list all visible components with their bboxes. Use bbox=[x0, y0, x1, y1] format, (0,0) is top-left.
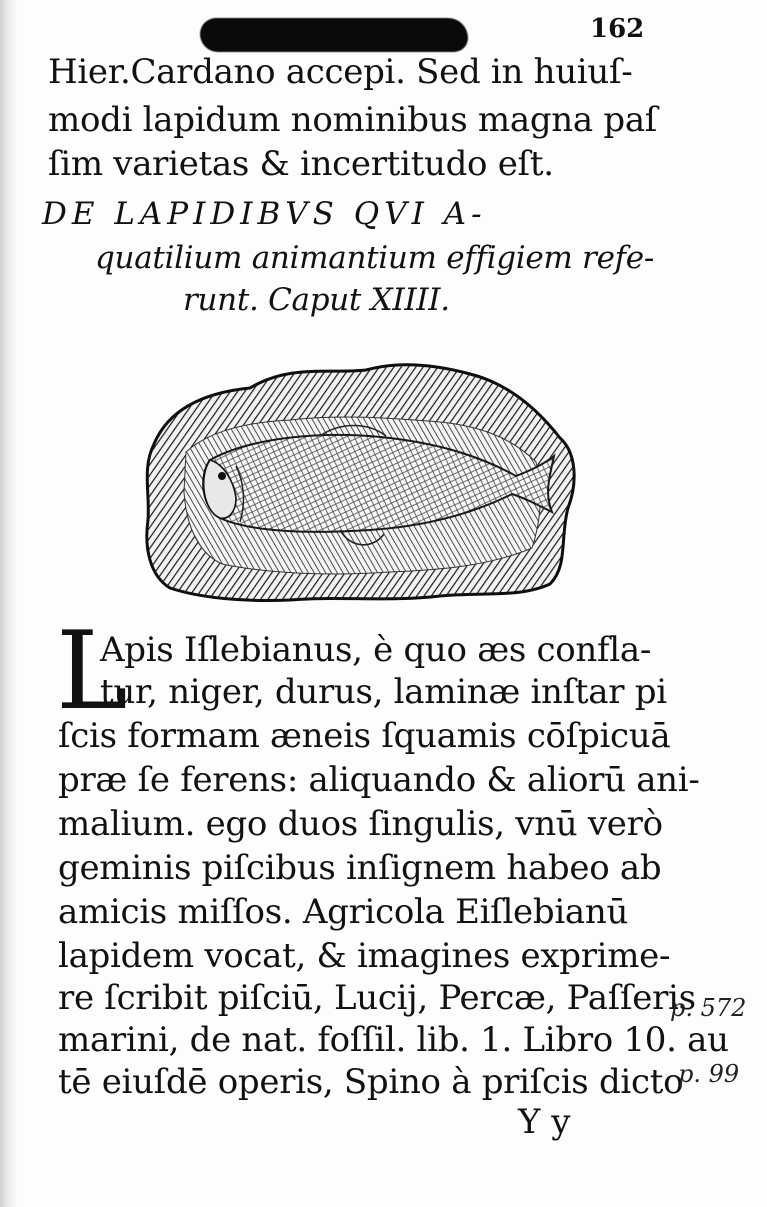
text-line: tē eiuſdē operis, Spino à priſcis dicto bbox=[58, 1062, 684, 1102]
heading-line: DE LAPIDIBVS QVI A- bbox=[42, 196, 487, 232]
text-line: amicis miſſos. Agricola Eiſlebianū bbox=[58, 892, 629, 932]
heading-line: runt. Caput XIIII. bbox=[183, 282, 450, 318]
fossil-fish-illustration bbox=[140, 352, 580, 604]
text-line: lapidem vocat, & imagines exprime- bbox=[58, 936, 671, 976]
text-line: re ſcribit piſciū, Lucij, Percæ, Paſſeris bbox=[58, 978, 696, 1018]
text-line: modi lapidum nominibus magna paſ bbox=[48, 100, 658, 140]
margin-note: p. 99 bbox=[678, 1060, 740, 1088]
text-line: malium. ego duos ſingulis, vnū verò bbox=[58, 804, 663, 844]
text-line: marini, de nat. foſſil. lib. 1. Libro 10. au bbox=[58, 1020, 729, 1060]
redacted-header-mark bbox=[200, 18, 468, 52]
text-line: tur, niger, durus, laminæ inſtar pi bbox=[100, 672, 667, 712]
text-line: præ ſe ferens: aliquando & aliorū ani- bbox=[58, 760, 700, 800]
text-line: ſcis formam æneis ſquamis cōſpicuā bbox=[58, 716, 671, 756]
page-number: 162 bbox=[590, 14, 645, 44]
drop-cap: L bbox=[56, 609, 128, 734]
margin-note: p. 572 bbox=[670, 994, 747, 1022]
text-line: geminis piſcibus inſignem habeo ab bbox=[58, 848, 662, 888]
text-line: Apis Iſlebianus, è quo æs confla- bbox=[100, 630, 652, 670]
fossil-fish-in-stone-woodcut-icon bbox=[140, 352, 580, 604]
text-line: Hier.Cardano accepi. Sed in huiuſ- bbox=[48, 52, 633, 92]
text-line: ſim varietas & incertitudo eſt. bbox=[48, 144, 554, 184]
heading-line: quatilium animantium effigiem refe- bbox=[95, 240, 655, 276]
binding-shadow bbox=[0, 0, 18, 1207]
signature-mark: Y y bbox=[518, 1102, 571, 1142]
